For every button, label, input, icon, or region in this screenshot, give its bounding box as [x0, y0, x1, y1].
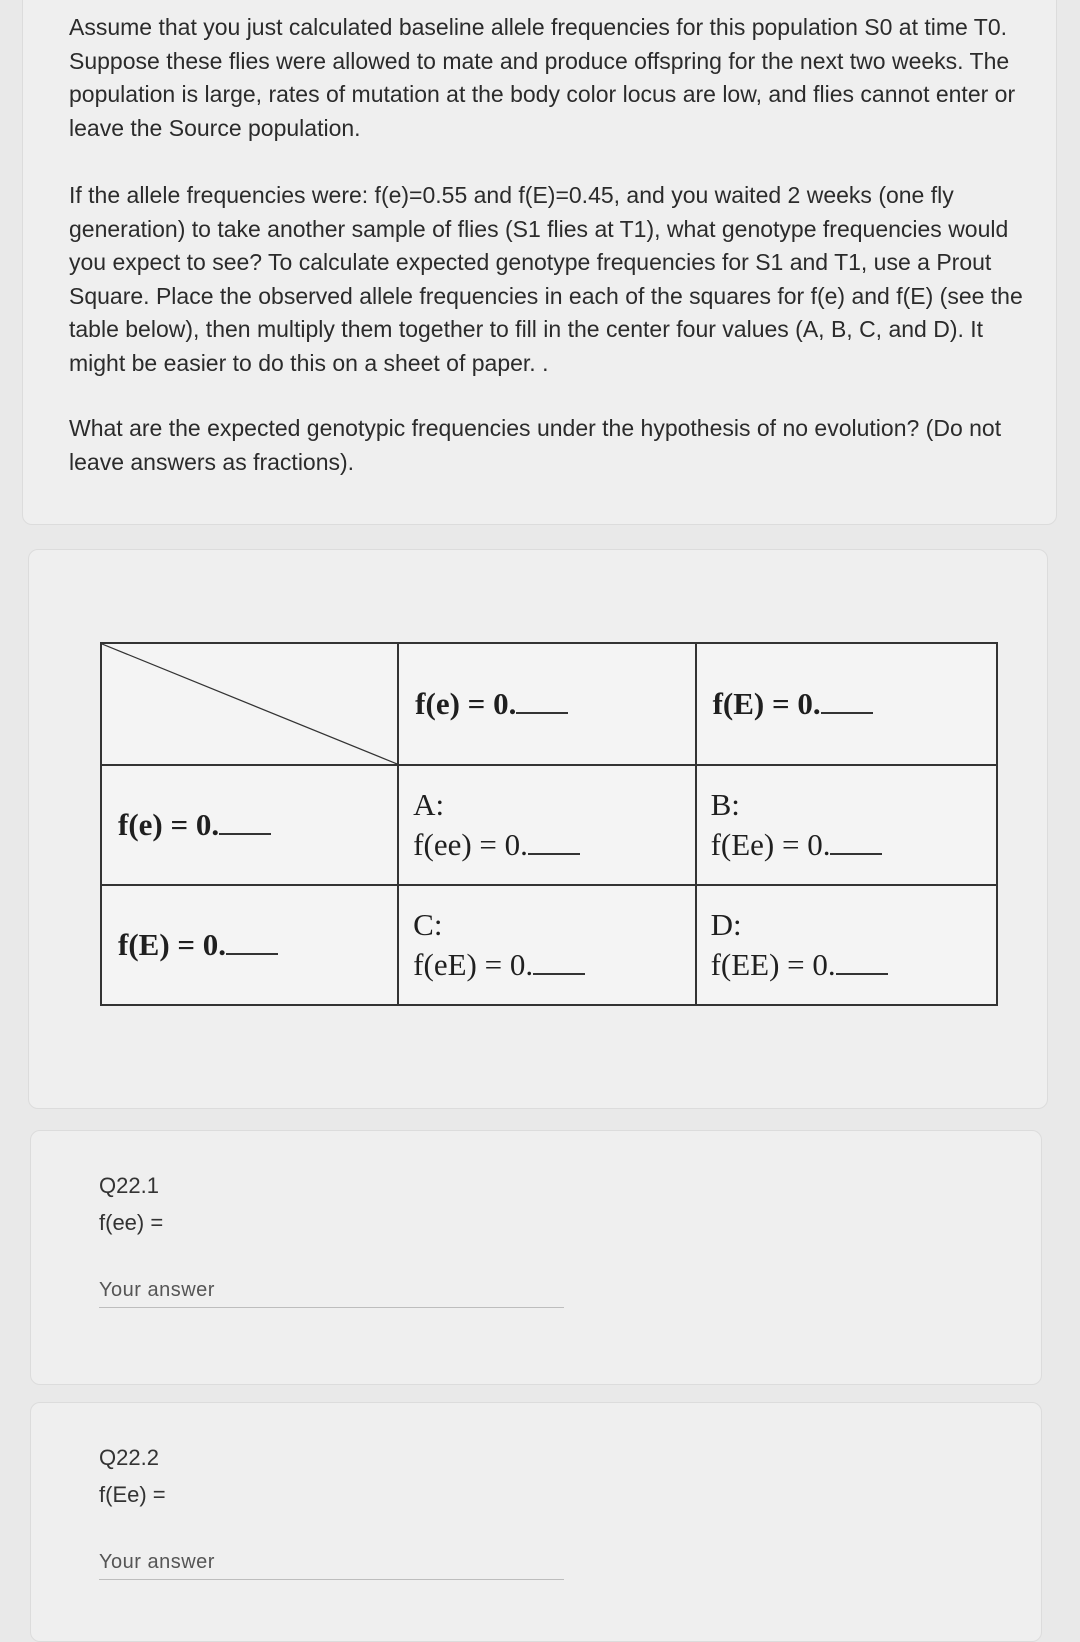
- row-header-E: [101, 885, 398, 1005]
- col-header-e: [398, 643, 695, 765]
- table-row: [101, 765, 997, 885]
- diagonal-line: [102, 644, 397, 764]
- question-prompt: f(ee) =: [99, 1210, 164, 1235]
- blank-line: [516, 711, 568, 714]
- row-header-E-label: f(E) = 0.: [118, 927, 227, 962]
- cell-C-label: C:: [413, 907, 443, 942]
- question-paragraph-instructions: If the allele frequencies were: f(e)=0.55 and f(E)=0.45, and you waited 2 weeks (one fly generation) to take another sample of flies (S1 flies at T1), what genotype frequencies would you expect to see? To calculate expected genotype frequencies for S1 and T1, use a Prout Square. Place the observed allele frequencies in each of the squares for f(e) and f(E) (see the table below), then multiply them together to fill in the center four values (A, B, C, and D). It might be easier to do this on a sheet of paper. .: [69, 182, 1023, 376]
- cell-C-value: f(eE) = 0.: [413, 947, 534, 982]
- col-header-e-label: f(e) = 0.: [415, 686, 517, 721]
- row-header-e: [101, 765, 398, 885]
- cell-D-value: f(EE) = 0.: [710, 947, 836, 982]
- question-paragraph-intro: Assume that you just calculated baseline allele frequencies for this population S0 at time T0. Suppose these flies were allowed to mate and produce offspring for the next two weeks. The population is large, rates of mutation at the body color locus are low, and flies cannot enter or leave the Source population.: [69, 14, 1016, 141]
- cell-B-label: B:: [710, 787, 740, 822]
- cell-D-label: D:: [710, 907, 742, 942]
- blank-line: [836, 972, 888, 975]
- blank-line: [528, 852, 580, 855]
- col-header-E-label: f(E) = 0.: [712, 686, 821, 721]
- table-header-row: [101, 643, 997, 765]
- row-header-e-label: f(e) = 0.: [118, 807, 220, 842]
- cell-A: [398, 765, 695, 885]
- cell-A-value: f(ee) = 0.: [413, 827, 528, 862]
- cell-B: [696, 765, 997, 885]
- cell-C: [398, 885, 695, 1005]
- table-row: [101, 885, 997, 1005]
- col-header-E: [696, 643, 997, 765]
- blank-line: [226, 952, 278, 955]
- question-paragraph-prompt: What are the expected genotypic frequencies under the hypothesis of no evolution? (Do not leave answers as fractions).: [69, 415, 1002, 475]
- cell-B-value: f(Ee) = 0.: [710, 827, 831, 862]
- prout-square-table: [100, 642, 998, 1006]
- question-item-card: [30, 1402, 1042, 1642]
- question-number: Q22.1: [99, 1173, 159, 1198]
- question-number: Q22.2: [99, 1445, 159, 1470]
- question-card: [22, 0, 1057, 525]
- blank-line: [219, 832, 271, 835]
- question-item-card: [30, 1130, 1042, 1385]
- answer-input-fee[interactable]: [99, 1273, 564, 1308]
- blank-line: [533, 972, 585, 975]
- cell-D: [696, 885, 997, 1005]
- corner-cell: [101, 643, 398, 765]
- blank-line: [821, 711, 873, 714]
- answer-input-fEe[interactable]: [99, 1545, 564, 1580]
- blank-line: [830, 852, 882, 855]
- question-prompt: f(Ee) =: [99, 1482, 166, 1507]
- cell-A-label: A:: [413, 787, 445, 822]
